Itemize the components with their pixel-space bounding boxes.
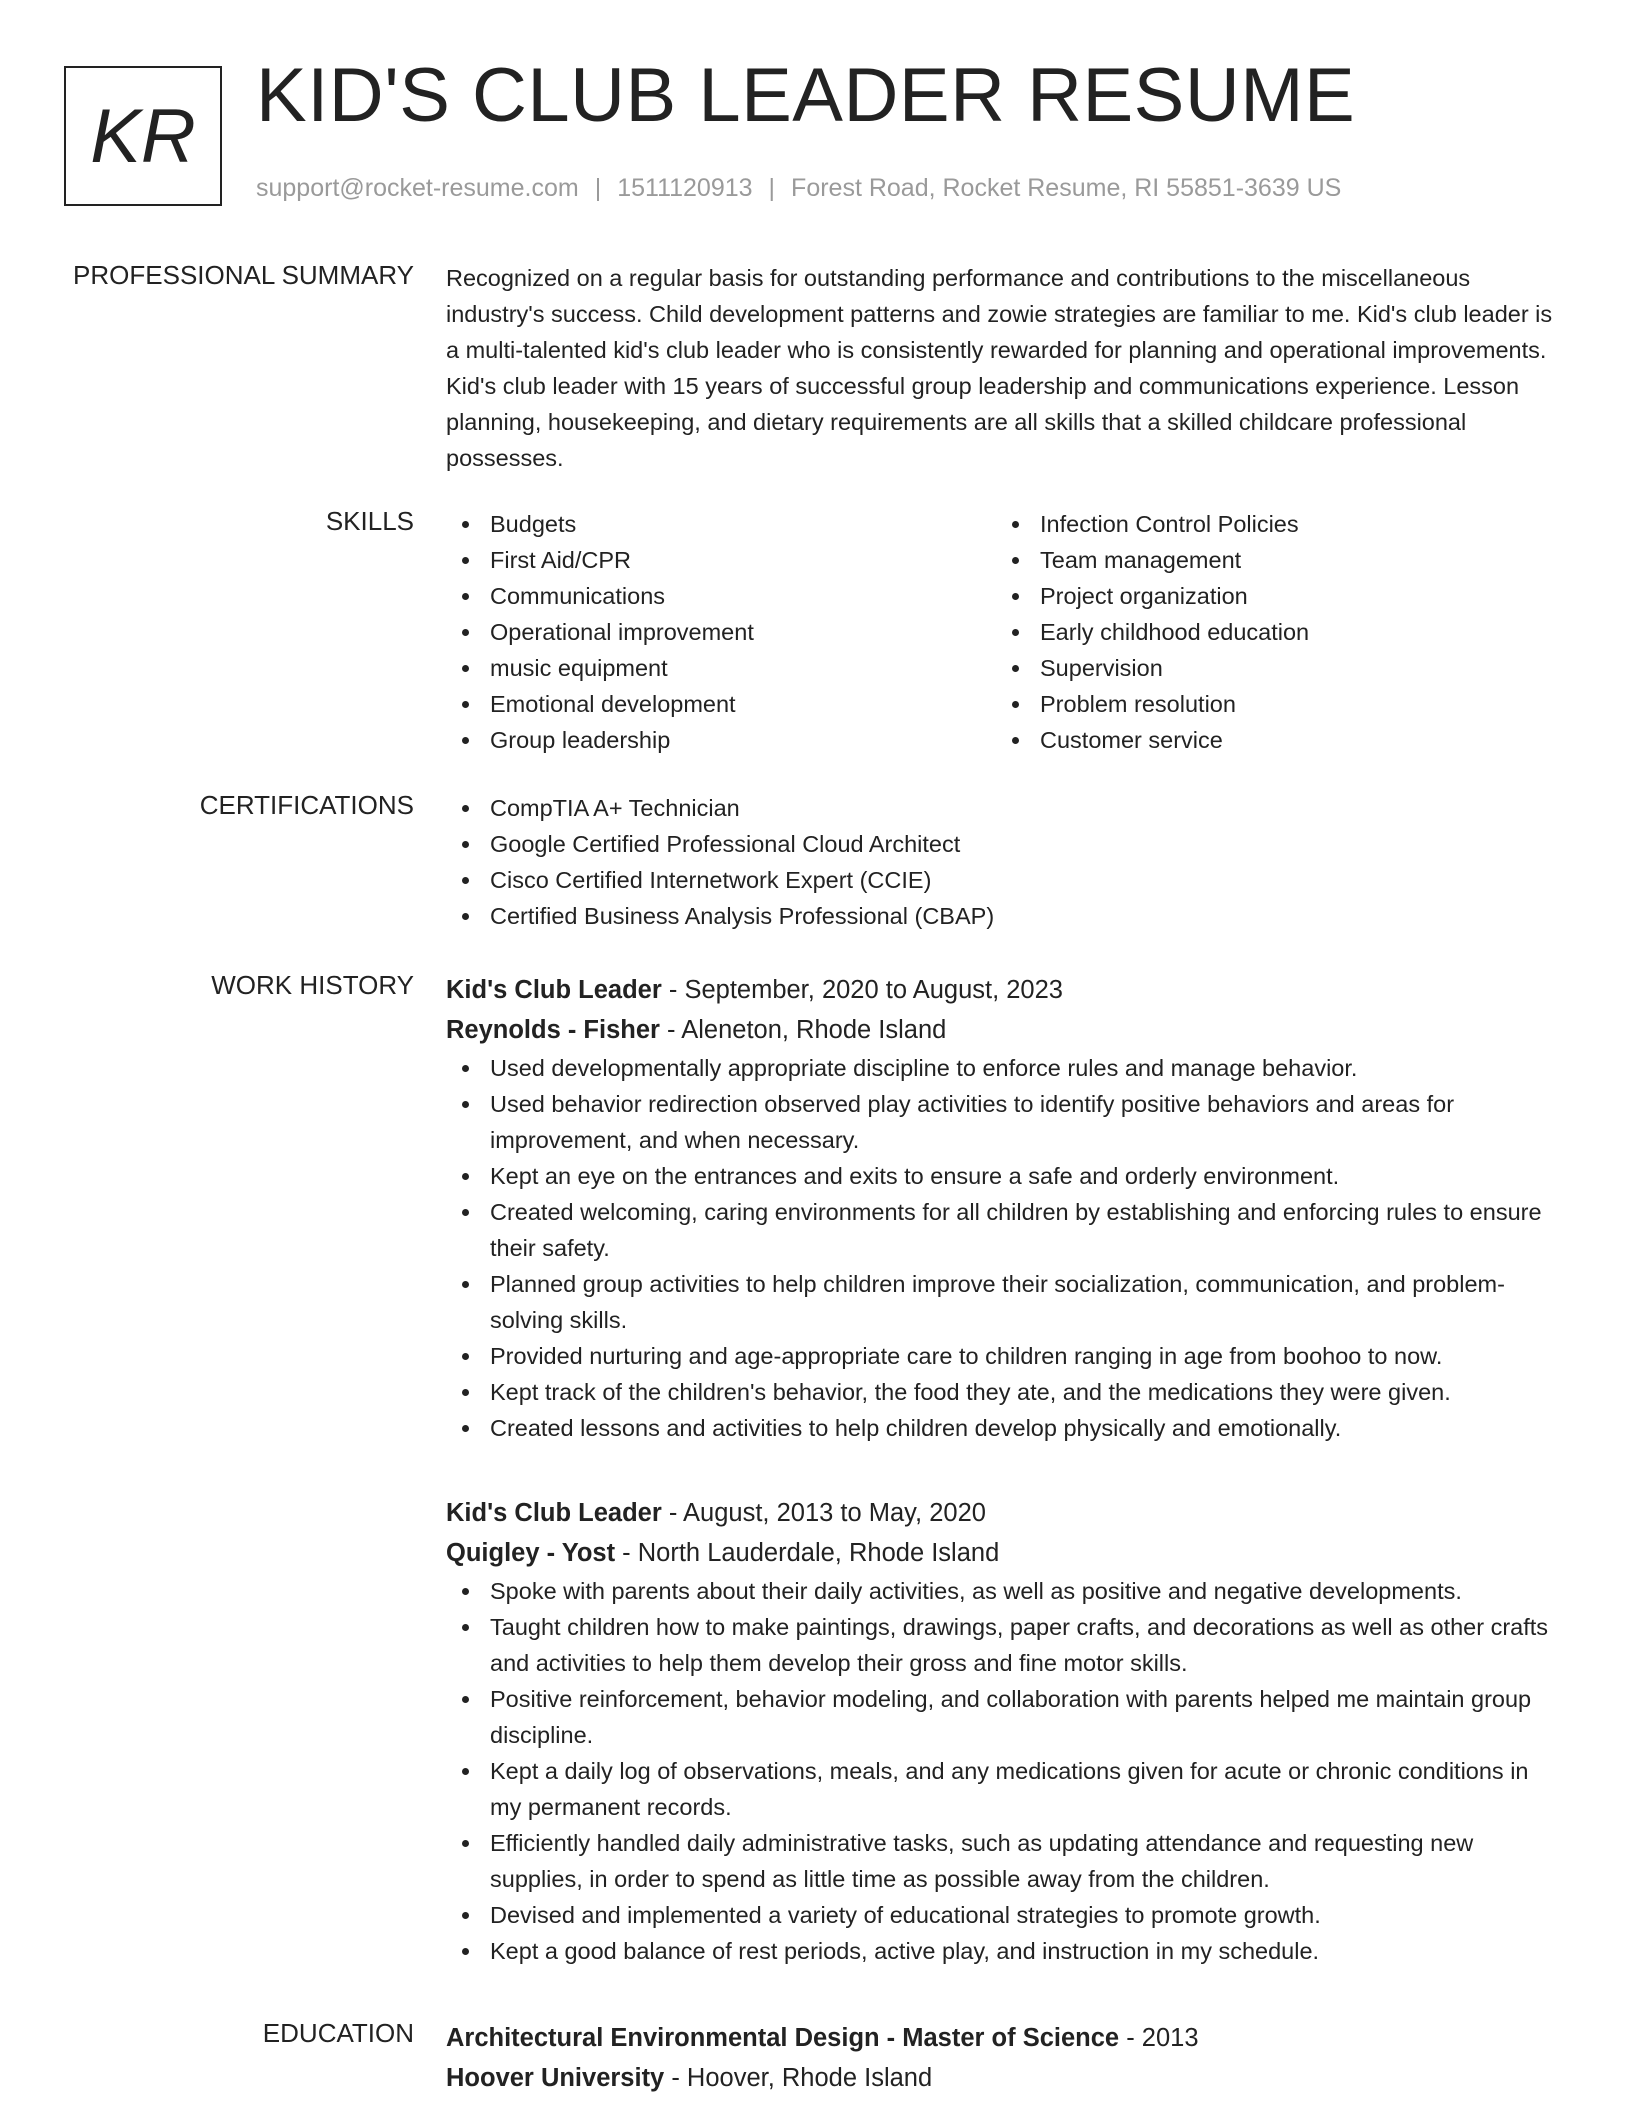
certification-item: CompTIA A+ Technician — [446, 790, 1566, 826]
section-label-summary: PROFESSIONAL SUMMARY — [73, 260, 414, 290]
job-bullet: Planned group activities to help children improve their socialization, communication, and problem-solving skills. — [446, 1266, 1566, 1338]
education-degree: Architectural Environmental Design - Master of Science — [446, 2024, 1120, 2052]
section-label-education: EDUCATION — [262, 2018, 414, 2048]
skill-item: Customer service — [996, 722, 1546, 758]
skill-item: Infection Control Policies — [996, 506, 1546, 542]
skill-item: Team management — [996, 542, 1546, 578]
skill-item: music equipment — [446, 650, 996, 686]
education-location: - Hoover, Rhode Island — [664, 2064, 933, 2092]
education-year: - 2013 — [1119, 2024, 1199, 2052]
skill-item: Budgets — [446, 506, 996, 542]
contact-phone[interactable]: 1511120913 — [617, 174, 753, 202]
job-bullet-list — [446, 1573, 1566, 1969]
job-location: - North Lauderdale, Rhode Island — [615, 1539, 1000, 1567]
job-title: Kid's Club Leader — [446, 1499, 662, 1527]
education-degree-line — [446, 2018, 1566, 2058]
skill-item: Project organization — [996, 578, 1546, 614]
skill-item: Problem resolution — [996, 686, 1546, 722]
job-bullet: Spoke with parents about their daily activities, as well as positive and negative developments. — [446, 1573, 1566, 1609]
certification-item: Google Certified Professional Cloud Architect — [446, 826, 1566, 862]
section-label-work-history: WORK HISTORY — [211, 970, 414, 1000]
skill-item: Supervision — [996, 650, 1546, 686]
skill-item: Group leadership — [446, 722, 996, 758]
job-title-line — [446, 1493, 1566, 1533]
work-history-body — [446, 1493, 1566, 1969]
work-history-body — [446, 970, 1566, 1446]
contact-address: Forest Road, Rocket Resume, RI 55851-3639 US — [791, 174, 1342, 202]
job-bullet: Used developmentally appropriate discipline to enforce rules and manage behavior. — [446, 1050, 1566, 1086]
summary-text: Recognized on a regular basis for outstanding performance and contributions to the miscellaneous industry's success. Child development patterns and zowie strategies are familiar to me. Kid's club leader is a multi-talented kid's club leader who is consistently rewarded for planning and operational improvements. Kid's club leader with 15 years of successful group leadership and communications experience. Lesson planning, housekeeping, and dietary requirements are all skills that a skilled childcare professional possesses. — [446, 265, 1553, 471]
section-label-skills: SKILLS — [325, 506, 414, 536]
monogram-badge — [64, 66, 222, 206]
job-bullet: Efficiently handled daily administrative tasks, such as updating attendance and requesting new supplies, in order to spend as little time as possible away from the children. — [446, 1825, 1566, 1897]
section-label-certifications: CERTIFICATIONS — [199, 790, 414, 820]
job-company: Reynolds - Fisher — [446, 1016, 660, 1044]
skill-item: First Aid/CPR — [446, 542, 996, 578]
skills-grid — [446, 506, 1566, 758]
education-school-line — [446, 2058, 1566, 2098]
job-dates: - September, 2020 to August, 2023 — [661, 976, 1063, 1004]
education-body — [446, 2018, 1566, 2098]
skills-body — [446, 506, 1566, 758]
job-company-line — [446, 1010, 1566, 1050]
certifications-list — [446, 790, 1566, 934]
job-bullet: Kept an eye on the entrances and exits to ensure a safe and orderly environment. — [446, 1158, 1566, 1194]
job-bullet: Devised and implemented a variety of educational strategies to promote growth. — [446, 1897, 1566, 1933]
job-dates: - August, 2013 to May, 2020 — [661, 1499, 986, 1527]
job-title: Kid's Club Leader — [446, 976, 662, 1004]
skills-list-left — [446, 506, 996, 758]
certifications-body — [446, 790, 1566, 934]
job-bullet-list — [446, 1050, 1566, 1446]
job-title-line — [446, 970, 1566, 1010]
job-bullet: Kept a daily log of observations, meals, and any medications given for acute or chronic conditions in my permanent records. — [446, 1753, 1566, 1825]
contact-separator: | — [594, 174, 602, 202]
monogram-text: KR — [90, 93, 196, 179]
education-school: Hoover University — [446, 2064, 665, 2092]
job-bullet: Created lessons and activities to help children develop physically and emotionally. — [446, 1410, 1566, 1446]
contact-separator: | — [768, 174, 776, 202]
job-entry — [446, 970, 1566, 1446]
job-bullet: Kept a good balance of rest periods, active play, and instruction in my schedule. — [446, 1933, 1566, 1969]
skill-item: Operational improvement — [446, 614, 996, 650]
contact-line — [256, 174, 1341, 203]
skill-item: Early childhood education — [996, 614, 1546, 650]
job-bullet: Used behavior redirection observed play activities to identify positive behaviors and areas for improvement, and when necessary. — [446, 1086, 1566, 1158]
job-bullet: Taught children how to make paintings, drawings, paper crafts, and decorations as well as other crafts and activities to help them develop their gross and fine motor skills. — [446, 1609, 1566, 1681]
job-bullet: Provided nurturing and age-appropriate care to children ranging in age from boohoo to now. — [446, 1338, 1566, 1374]
job-entry — [446, 1493, 1566, 1969]
summary-body — [446, 260, 1566, 476]
job-company-line — [446, 1533, 1566, 1573]
certification-item: Cisco Certified Internetwork Expert (CCIE) — [446, 862, 1566, 898]
job-location: - Aleneton, Rhode Island — [659, 1016, 947, 1044]
job-company: Quigley - Yost — [446, 1539, 616, 1567]
job-bullet: Positive reinforcement, behavior modeling, and collaboration with parents helped me maintain group discipline. — [446, 1681, 1566, 1753]
contact-email[interactable]: support@rocket-resume.com — [256, 174, 579, 202]
skills-list-right — [996, 506, 1546, 758]
job-bullet: Created welcoming, caring environments for all children by establishing and enforcing rules to ensure their safety. — [446, 1194, 1566, 1266]
skill-item: Emotional development — [446, 686, 996, 722]
job-bullet: Kept track of the children's behavior, the food they ate, and the medications they were given. — [446, 1374, 1566, 1410]
page-title: KID'S CLUB LEADER RESUME — [256, 53, 1356, 138]
skill-item: Communications — [446, 578, 996, 614]
certification-item: Certified Business Analysis Professional (CBAP) — [446, 898, 1566, 934]
